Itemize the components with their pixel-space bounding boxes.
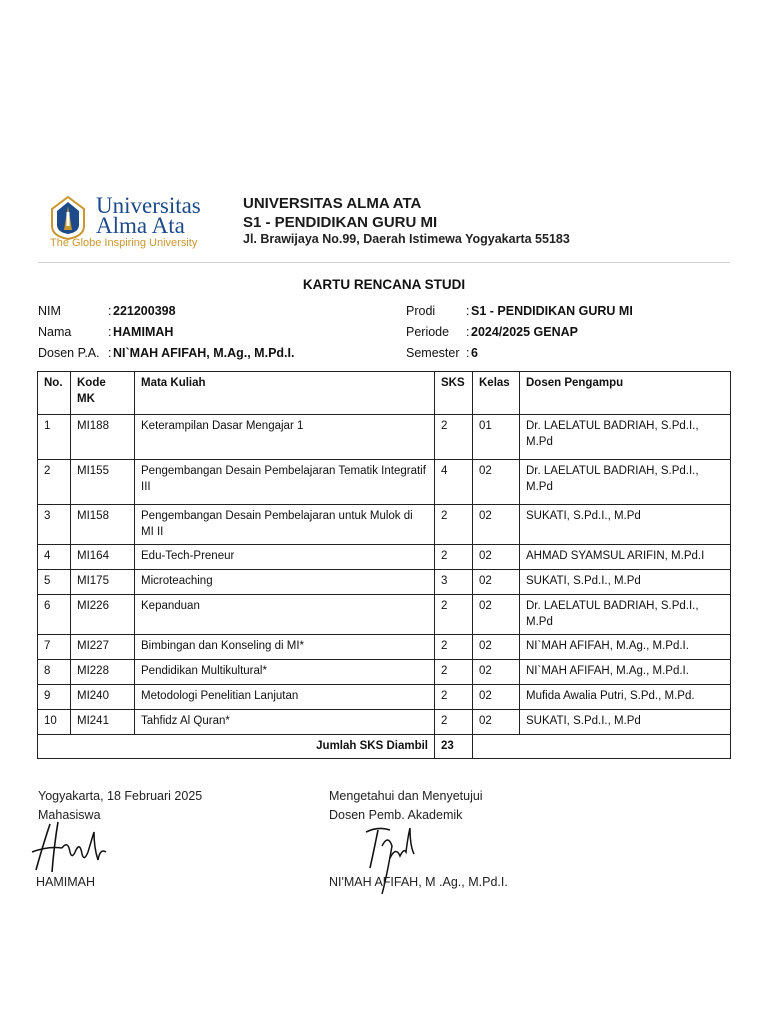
cell-lecturer: NI`MAH AFIFAH, M.Ag., M.Pd.I. xyxy=(520,635,731,660)
university-emblem-icon xyxy=(50,196,86,240)
cell-code: MI228 xyxy=(71,660,135,685)
cell-course: Bimbingan dan Konseling di MI* xyxy=(135,635,435,660)
cell-course: Keterampilan Dasar Mengajar 1 xyxy=(135,415,435,460)
cell-class: 02 xyxy=(473,660,520,685)
cell-lecturer: SUKATI, S.Pd.I., M.Pd xyxy=(520,710,731,735)
cell-no: 10 xyxy=(38,710,71,735)
student-role: Mahasiswa xyxy=(38,808,101,822)
cell-sks: 3 xyxy=(435,570,473,595)
cell-class: 02 xyxy=(473,570,520,595)
place-date: Yogyakarta, 18 Februari 2025 xyxy=(38,789,203,803)
cell-course: Microteaching xyxy=(135,570,435,595)
table-row xyxy=(38,570,731,595)
header-lecturer: Dosen Pengampu xyxy=(520,372,731,415)
logo-tagline: The Globe Inspiring University xyxy=(50,237,198,249)
cell-no: 2 xyxy=(38,460,71,505)
table-row xyxy=(38,505,731,545)
advisor-value: NI`MAH AFIFAH, M.Ag., M.Pd.I. xyxy=(113,346,295,360)
cell-code: MI164 xyxy=(71,545,135,570)
header-no: No. xyxy=(38,372,71,415)
total-row xyxy=(38,735,731,759)
table-row xyxy=(38,635,731,660)
name-value: HAMIMAH xyxy=(113,325,174,339)
semester-label: Semester xyxy=(406,346,460,360)
cell-lecturer: AHMAD SYAMSUL ARIFIN, M.Pd.I xyxy=(520,545,731,570)
cell-class: 02 xyxy=(473,685,520,710)
cell-lecturer: NI`MAH AFIFAH, M.Ag., M.Pd.I. xyxy=(520,660,731,685)
university-address: Jl. Brawijaya No.99, Daerah Istimewa Yogyakarta 55183 xyxy=(243,232,570,246)
student-name: HAMIMAH xyxy=(36,875,96,889)
cell-class: 02 xyxy=(473,460,520,505)
cell-course: Kepanduan xyxy=(135,595,435,635)
cell-no: 3 xyxy=(38,505,71,545)
document-title: KARTU RENCANA STUDI xyxy=(302,277,466,292)
semester-value: 6 xyxy=(471,346,478,360)
advisor-label: Dosen P.A. xyxy=(38,346,100,360)
cell-no: 5 xyxy=(38,570,71,595)
student-info-left: NIM : 221200398 Nama : HAMIMAH Dosen P.A. : NI`MAH AFIFAH, M.Ag., M.Pd.I. xyxy=(38,304,295,360)
cell-class: 01 xyxy=(473,415,520,460)
cell-lecturer: Dr. LAELATUL BADRIAH, S.Pd.I., M.Pd xyxy=(520,595,731,635)
cell-lecturer: Dr. LAELATUL BADRIAH, S.Pd.I., M.Pd xyxy=(520,460,731,505)
cell-sks: 2 xyxy=(435,545,473,570)
cell-sks: 4 xyxy=(435,460,473,505)
cell-class: 02 xyxy=(473,635,520,660)
cell-lecturer: SUKATI, S.Pd.I., M.Pd xyxy=(520,570,731,595)
cell-code: MI175 xyxy=(71,570,135,595)
table-header-row xyxy=(38,372,731,415)
period-value: 2024/2025 GENAP xyxy=(471,325,579,339)
cell-code: MI241 xyxy=(71,710,135,735)
total-empty-cell xyxy=(473,735,731,759)
name-label: Nama xyxy=(38,325,72,339)
cell-sks: 2 xyxy=(435,595,473,635)
prodi-value: S1 - PENDIDIKAN GURU MI xyxy=(471,304,633,318)
course-table xyxy=(37,371,731,759)
cell-code: MI158 xyxy=(71,505,135,545)
cell-lecturer: Mufida Awalia Putri, S.Pd., M.Pd. xyxy=(520,685,731,710)
cell-sks: 2 xyxy=(435,685,473,710)
table-row xyxy=(38,545,731,570)
cell-no: 7 xyxy=(38,635,71,660)
advisor-role: Dosen Pemb. Akademik xyxy=(329,808,463,822)
cell-course: Metodologi Penelitian Lanjutan xyxy=(135,685,435,710)
nim-value: 221200398 xyxy=(113,304,176,318)
total-sks: 23 xyxy=(435,735,473,759)
student-info-right: Prodi : S1 - PENDIDIKAN GURU MI Periode : 2024/2025 GENAP Semester : 6 xyxy=(406,304,633,360)
table-row xyxy=(38,415,731,460)
header-code: Kode MK xyxy=(71,372,135,415)
program-name: S1 - PENDIDIKAN GURU MI xyxy=(243,214,438,231)
approval-text: Mengetahui dan Menyetujui xyxy=(329,789,483,803)
cell-course: Edu-Tech-Preneur xyxy=(135,545,435,570)
university-name: UNIVERSITAS ALMA ATA xyxy=(243,195,422,212)
nim-label: NIM xyxy=(38,304,61,318)
cell-no: 9 xyxy=(38,685,71,710)
cell-course: Pengembangan Desain Pembelajaran untuk Mulok di MI II xyxy=(135,505,435,545)
table-row xyxy=(38,660,731,685)
cell-code: MI226 xyxy=(71,595,135,635)
header-divider xyxy=(38,262,730,263)
student-signature xyxy=(28,818,112,878)
advisor-name: NI'MAH AFIFAH, M .Ag., M.Pd.I. xyxy=(329,875,508,889)
table-row xyxy=(38,685,731,710)
logo-name-line1: Universitas xyxy=(96,193,201,218)
header-sks: SKS xyxy=(435,372,473,415)
cell-no: 6 xyxy=(38,595,71,635)
cell-course: Pendidikan Multikultural* xyxy=(135,660,435,685)
cell-sks: 2 xyxy=(435,660,473,685)
cell-sks: 2 xyxy=(435,505,473,545)
cell-sks: 2 xyxy=(435,635,473,660)
header-course: Mata Kuliah xyxy=(135,372,435,415)
cell-class: 02 xyxy=(473,505,520,545)
cell-lecturer: Dr. LAELATUL BADRIAH, S.Pd.I., M.Pd xyxy=(520,415,731,460)
cell-class: 02 xyxy=(473,545,520,570)
cell-course: Tahfidz Al Quran* xyxy=(135,710,435,735)
table-row xyxy=(38,460,731,505)
cell-code: MI227 xyxy=(71,635,135,660)
cell-class: 02 xyxy=(473,710,520,735)
cell-class: 02 xyxy=(473,595,520,635)
university-logo xyxy=(50,194,222,254)
cell-code: MI155 xyxy=(71,460,135,505)
cell-course: Pengembangan Desain Pembelajaran Tematik Integratif III xyxy=(135,460,435,505)
prodi-label: Prodi xyxy=(406,304,436,318)
logo-name-line2: Alma Ata xyxy=(96,213,185,238)
period-label: Periode xyxy=(406,325,450,339)
cell-code: MI188 xyxy=(71,415,135,460)
cell-no: 8 xyxy=(38,660,71,685)
cell-lecturer: SUKATI, S.Pd.I., M.Pd xyxy=(520,505,731,545)
header-class: Kelas xyxy=(473,372,520,415)
table-row xyxy=(38,595,731,635)
cell-code: MI240 xyxy=(71,685,135,710)
cell-sks: 2 xyxy=(435,415,473,460)
total-label: Jumlah SKS Diambil xyxy=(38,735,435,759)
cell-no: 4 xyxy=(38,545,71,570)
cell-no: 1 xyxy=(38,415,71,460)
cell-sks: 2 xyxy=(435,710,473,735)
table-row xyxy=(38,710,731,735)
